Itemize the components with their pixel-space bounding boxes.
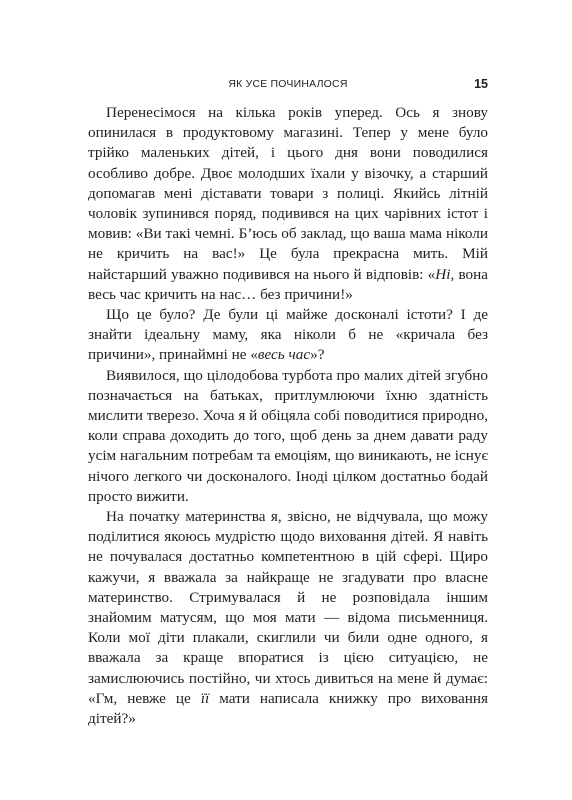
running-header (88, 77, 488, 93)
body-text (88, 103, 488, 729)
paragraph (88, 366, 488, 507)
paragraph (88, 305, 488, 366)
page-number: 15 (474, 77, 488, 91)
text-span: , вона весь час кричить на нас… без причини!» (88, 265, 488, 303)
text-span: Перенесімося на кілька років уперед. Ось я знову опинилася в продуктовому магазині. Тепер у мене було трійко маленьких дітей, і цього дня вони поводилися особливо добре. Двоє молодших їхали у візочку, а старший допомагав мені діставати товари з полиці. Якийсь літній чоловік зупинився поряд, подивився на цих чарівних істот і мовив: «Ви такі чемні. Б’юсь об заклад, що ваша мама ніколи не кричить на вас!» Це була прекрасна мить. Мій найстарший уважно подивився на нього й відповів: « (88, 104, 488, 283)
text-span: мати написала книжку про виховання дітей?» (88, 689, 488, 728)
text-span: Що це було? Де були ці майже досконалі істоти? І де знайти ідеальну маму, яка ніколи б не «кричала без причини», принаймні не « (88, 306, 488, 364)
paragraph (88, 103, 488, 305)
italic-text-span: весь час (257, 346, 311, 364)
italic-text-span: її (200, 689, 210, 707)
text-span: Виявилося, що цілодобова турбота про малих дітей згубно позначається на батьках, притлумлюючи їхню здатність мислити тверезо. Хоча я й обіцяла собі поводитися природно, коли справа доходить до того, щоб день за днем давати раду усім нагальним потребам та емоціям, що виникають, не існує нічого легкого чи досконалого. Іноді цілком достатньо бодай просто вижити. (88, 366, 488, 505)
italic-text-span: Ні (435, 265, 451, 283)
text-span: »? (310, 346, 325, 364)
running-title: ЯК УСЕ ПОЧИНАЛОСЯ (228, 78, 348, 90)
text-span: На початку материнства я, звісно, не відчувала, що можу поділитися якоюсь мудрістю щодо виховання дітей. Я навіть не почувалася достатньо компетентною в цій сфері. Щиро кажучи, я вважала за найкраще не згадувати про власне материнство. Стримувалася й не розповідала іншим знайомим матусям, що моя мати — відома письменниця. Коли мої діти плакали, скиглили чи били одне одного, я вважала за краще впоратися із цією ситуацією, не замислюючись постійно, чи хтось дивиться на мене й думає: «Гм, невже це (88, 508, 488, 707)
paragraph (88, 507, 488, 729)
